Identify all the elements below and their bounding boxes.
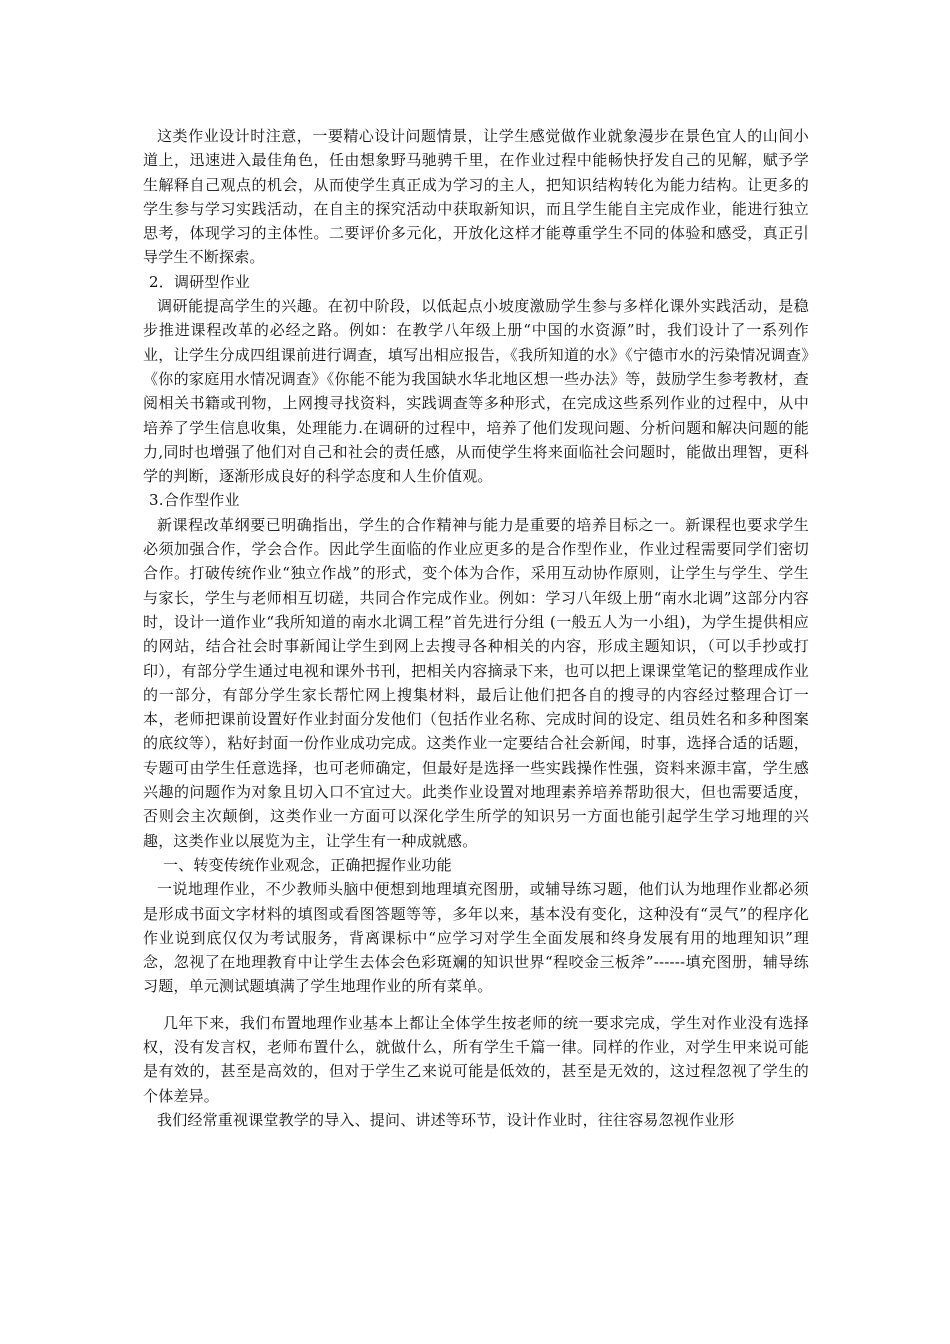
heading-cooperative-homework: 3.合作型作业 bbox=[149, 491, 240, 510]
paragraph-design-notes: 这类作业设计时注意，一要精心设计问题情景，让学生感觉做作业就象漫步在景色宜人的山间小道上，迅速进入最佳角色，任由想象野马驰骋千里，在作业过程中能畅快抒发自己的见解，赋予学生解释自己观点的机会，从而使学生真正成为学习的主人，把知识结构转化为能力结构。让更多的学生参与学习实践活动，在自主的探究活动中获取新知识，而且学生能自主完成作业，能进行独立思考，体现学习的主体性。二要评价多元化，开放化这样才能尊重学生不同的体验和感受，真正引导学生不断探索。 bbox=[143, 127, 809, 267]
document-body bbox=[143, 124, 809, 1132]
paragraph-research-homework: 调研能提高学生的兴趣。在初中阶段，以低起点小坡度激励学生参与多样化课外实践活动，是稳步推进课程改革的必经之路。例如：在教学八年级上册“中国的水资源”时，我们设计了一系列作业，让学生分成四组课前进行调查，填写出相应报告，《我所知道的水》《宁德市水的污染情况调查》《你的家庭用水情况调查》《你能不能为我国缺水华北地区想一些办法》等，鼓励学生参考教材，查阅相关书籍或刊物，上网搜寻找资料，实践调查等多种形式，在完成这些系列作业的过程中，从中培养了学生信息收集，处理能力.在调研的过程中，培养了他们发现问题、分析问题和解决问题的能力,同时也增强了他们对自己和社会的责任感，从而使学生将来面临社会问题时，能做出理智，更科学的判断，逐渐形成良好的科学态度和人生价值观。 bbox=[143, 297, 809, 486]
paragraph-uniform-requirements: 几年下来，我们布置地理作业基本上都让全体学生按老师的统一要求完成，学生对作业没有选择权，没有发言权，老师布置什么，就做什么，所有学生千篇一律。同样的作业，对学生甲来说可能是有效的，甚至是高效的，但对于学生乙来说可能是低效的，甚至是无效的，这过程忽视了学生的个体差异。 bbox=[143, 1013, 809, 1105]
heading-change-concept: 一、转变传统作业观念，正确把握作业功能 bbox=[163, 855, 452, 874]
paragraph-classroom-emphasis: 我们经常重视课堂教学的导入、提问、讲述等环节，设计作业时，往往容易忽视作业形 bbox=[157, 1110, 735, 1129]
paragraph-traditional-homework: 一说地理作业，不少教师头脑中便想到地理填充图册，或辅导练习题，他们认为地理作业都必须是形成书面文字材料的填图或看图答题等等，多年以来，基本没有变化，这种没有“灵气”的程序化作业说到底仅仅为考试服务，背离课标中“应学习对学生全面发展和终身发展有用的地理知识”理念，忽视了在地理教育中让学生去体会色彩斑斓的知识世界“程咬金三板斧”------填充图册，辅导练习题，单元测试题填满了学生地理作业的所有菜单。 bbox=[143, 880, 809, 996]
paragraph-cooperative-homework: 新课程改革纲要已明确指出，学生的合作精神与能力是重要的培养目标之一。新课程也要求学生必须加强合作，学会合作。因此学生面临的作业应更多的是合作型作业，作业过程需要同学们密切合作。打破传统作业“独立作战”的形式，变个体为合作，采用互动协作原则，让学生与学生、学生与家长，学生与老师相互切磋，共同合作完成作业。例如：学习八年级上册“南水北调”这部分内容时，设计一道作业“我所知道的南水北调工程”首先进行分组 (一般五人为一小组)，为学生提供相应的网站，结合社会时事新闻让学生到网上去搜寻各种相关的内容，形成主题知识，（可以手抄或打印），有部分学生通过电视和课外书刊，把相关内容摘录下来，也可以把上课课堂笔记的整理成作业的一部分，有部分学生家长帮忙网上搜集材料，最后让他们把各自的搜寻的内容经过整理合订一本，老师把课前设置好作业封面分发他们（包括作业名称、完成时间的设定、组员姓名和多种图案的底纹等），粘好封面一份作业成功完成。这类作业一定要结合社会新闻，时事，选择合适的话题，专题可由学生任意选择，也可老师确定，但最好是选择一些实践操作性强，资料来源丰富，学生感兴趣的问题作为对象且切入口不宜过大。此类作业设置对地理素养培养帮助很大，但也需要适度，否则会主次颠倒，这类作业一方面可以深化学生所学的知识另一方面也能引起学生学习地理的兴趣，这类作业以展览为主，让学生有一种成就感。 bbox=[143, 515, 809, 850]
heading-research-homework: 2．调研型作业 bbox=[149, 272, 250, 291]
